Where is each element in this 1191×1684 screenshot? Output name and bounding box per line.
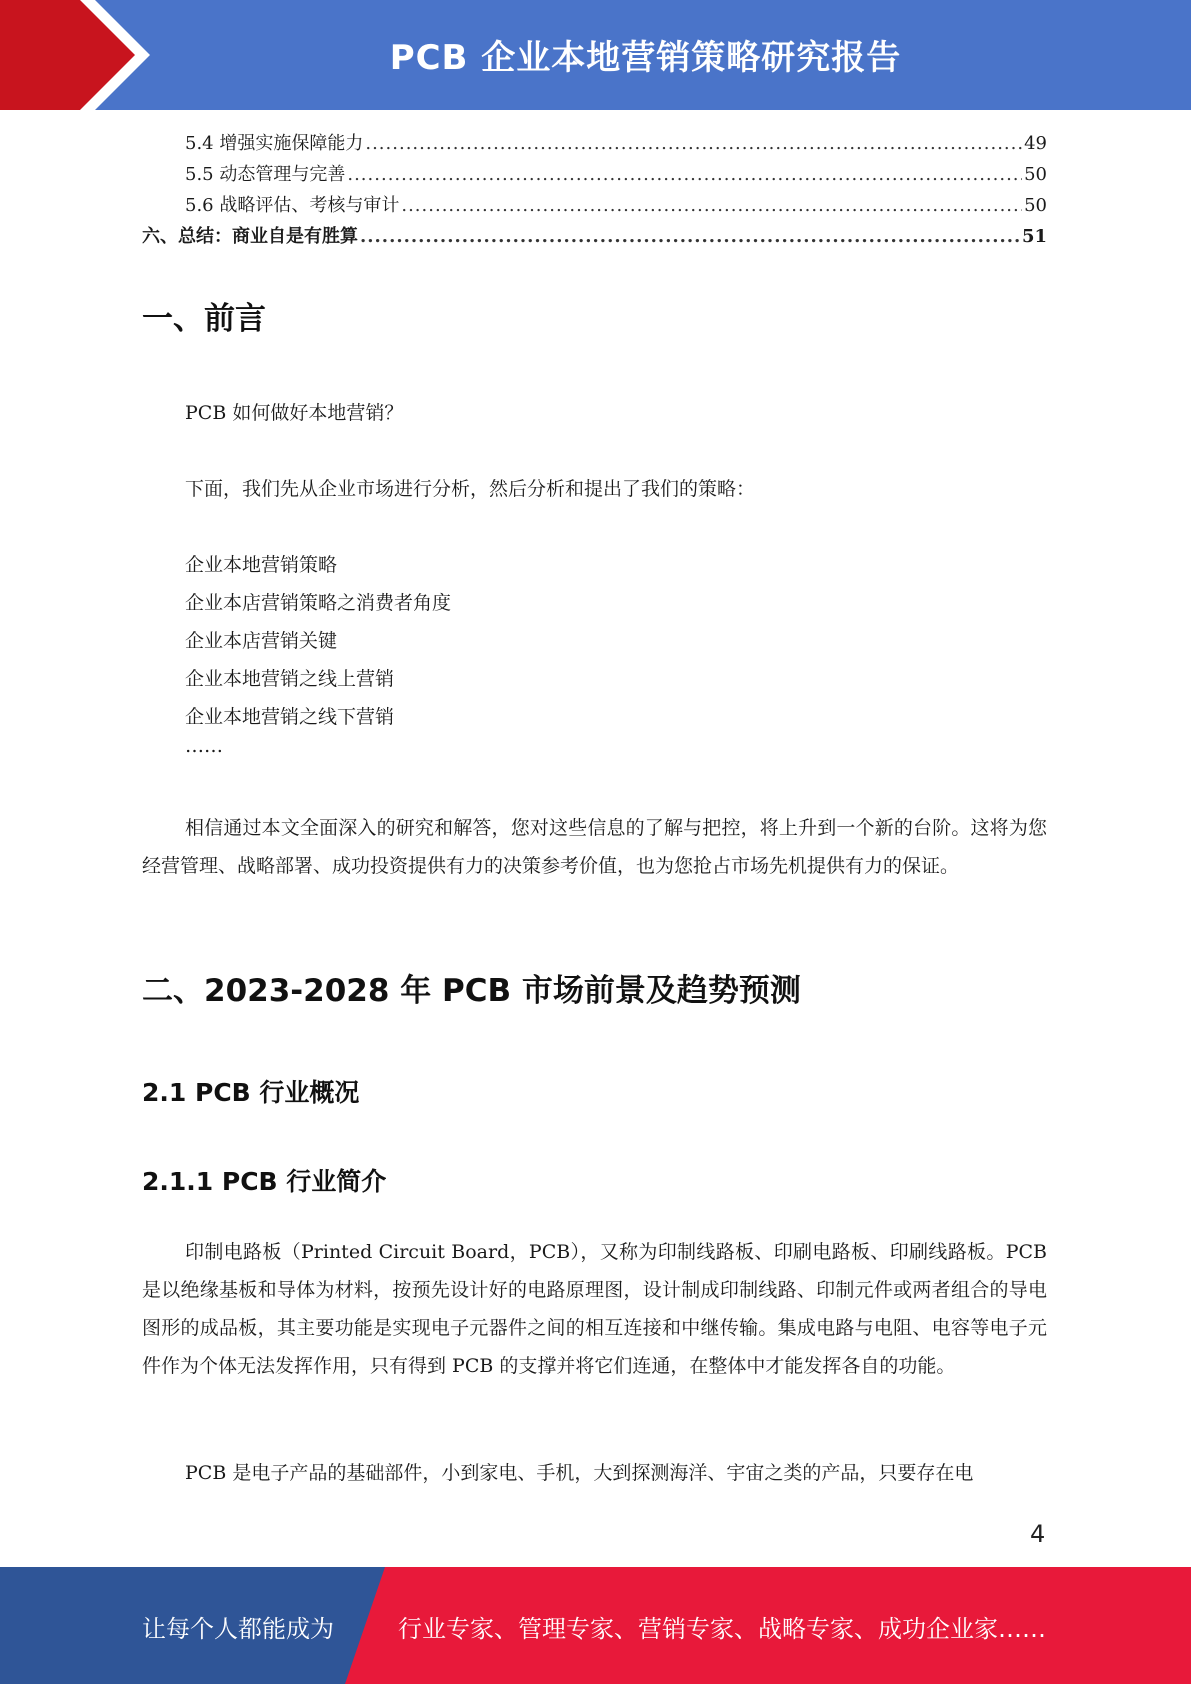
toc-entry-label: 5.4 增强实施保障能力 — [185, 133, 364, 154]
strategy-list-item: 企业本地营销策略 — [185, 554, 338, 576]
section-heading-market-outlook: 二、2023-2028 年 PCB 市场前景及趋势预测 — [142, 973, 801, 1009]
toc-entry-label: 六、总结：商业自是有胜算 — [142, 226, 358, 247]
page-number: 4 — [1030, 1520, 1046, 1548]
toc-entry-page: 49 — [1024, 133, 1047, 154]
page-header — [0, 0, 1191, 110]
strategy-list-item: 企业本店营销策略之消费者角度 — [185, 592, 452, 614]
subsection-heading-industry-overview: 2.1 PCB 行业概况 — [142, 1078, 360, 1107]
toc-leader-dots — [347, 164, 1022, 185]
preface-intro: 下面，我们先从企业市场进行分析，然后分析和提出了我们的策略： — [185, 478, 756, 500]
toc-entry-page: 50 — [1024, 195, 1047, 216]
toc-leader-dots — [365, 133, 1022, 154]
toc-leader-dots — [401, 195, 1022, 216]
strategy-list-ellipsis: …… — [185, 735, 223, 757]
strategy-list-item: 企业本店营销关键 — [185, 630, 338, 652]
industry-intro-paragraph: 印制电路板（Printed Circuit Board，PCB），又称为印制线路板、印刷电路板、印刷线路板。PCB 是以绝缘基板和导体为材料，按预先设计好的电路原理图，设计制成印制线路、印制元件或两者组合的导电图形的成品板，其主要功能是实现电子元器件之间的相互连接和中继传输。集成电路与电阻、电容等电子元件作为个体无法发挥作用，只有得到 PCB 的支撑并将它们连通，在整体中才能发挥各自的功能。 — [142, 1241, 1047, 1377]
footer-slogan-right: 行业专家、管理专家、营销专家、战略专家、成功企业家…… — [398, 1615, 1046, 1643]
toc-entry-page: 51 — [1021, 226, 1047, 247]
subsection-heading-industry-intro: 2.1.1 PCB 行业简介 — [142, 1167, 387, 1196]
industry-intro-paragraph-2: PCB 是电子产品的基础部件，小到家电、手机，大到探测海洋、宇宙之类的产品，只要存在电 — [185, 1462, 974, 1484]
strategy-list-item: 企业本地营销之线上营销 — [185, 668, 395, 690]
footer-slogan-left: 让每个人都能成为 — [142, 1615, 334, 1643]
toc-leader-dots — [360, 226, 1020, 247]
strategy-list-item: 企业本地营销之线下营销 — [185, 706, 395, 728]
toc-entry[interactable] — [142, 222, 1047, 253]
toc-entry-label: 5.6 战略评估、考核与审计 — [185, 195, 400, 216]
toc-entry[interactable] — [142, 191, 1047, 222]
table-of-contents — [142, 129, 1047, 253]
page-footer — [0, 1567, 1191, 1684]
section-heading-preface: 一、前言 — [142, 301, 266, 337]
document-title: PCB 企业本地营销策略研究报告 — [389, 38, 902, 78]
toc-entry-label: 5.5 动态管理与完善 — [185, 164, 346, 185]
toc-entry[interactable] — [142, 160, 1047, 191]
preface-question: PCB 如何做好本地营销？ — [185, 402, 404, 424]
toc-entry-page: 50 — [1024, 164, 1047, 185]
toc-entry[interactable] — [142, 129, 1047, 160]
preface-closing-paragraph: 相信通过本文全面深入的研究和解答，您对这些信息的了解与把控，将上升到一个新的台阶。这将为您经营管理、战略部署、成功投资提供有力的决策参考价值，也为您抢占市场先机提供有力的保证。 — [142, 817, 1047, 877]
